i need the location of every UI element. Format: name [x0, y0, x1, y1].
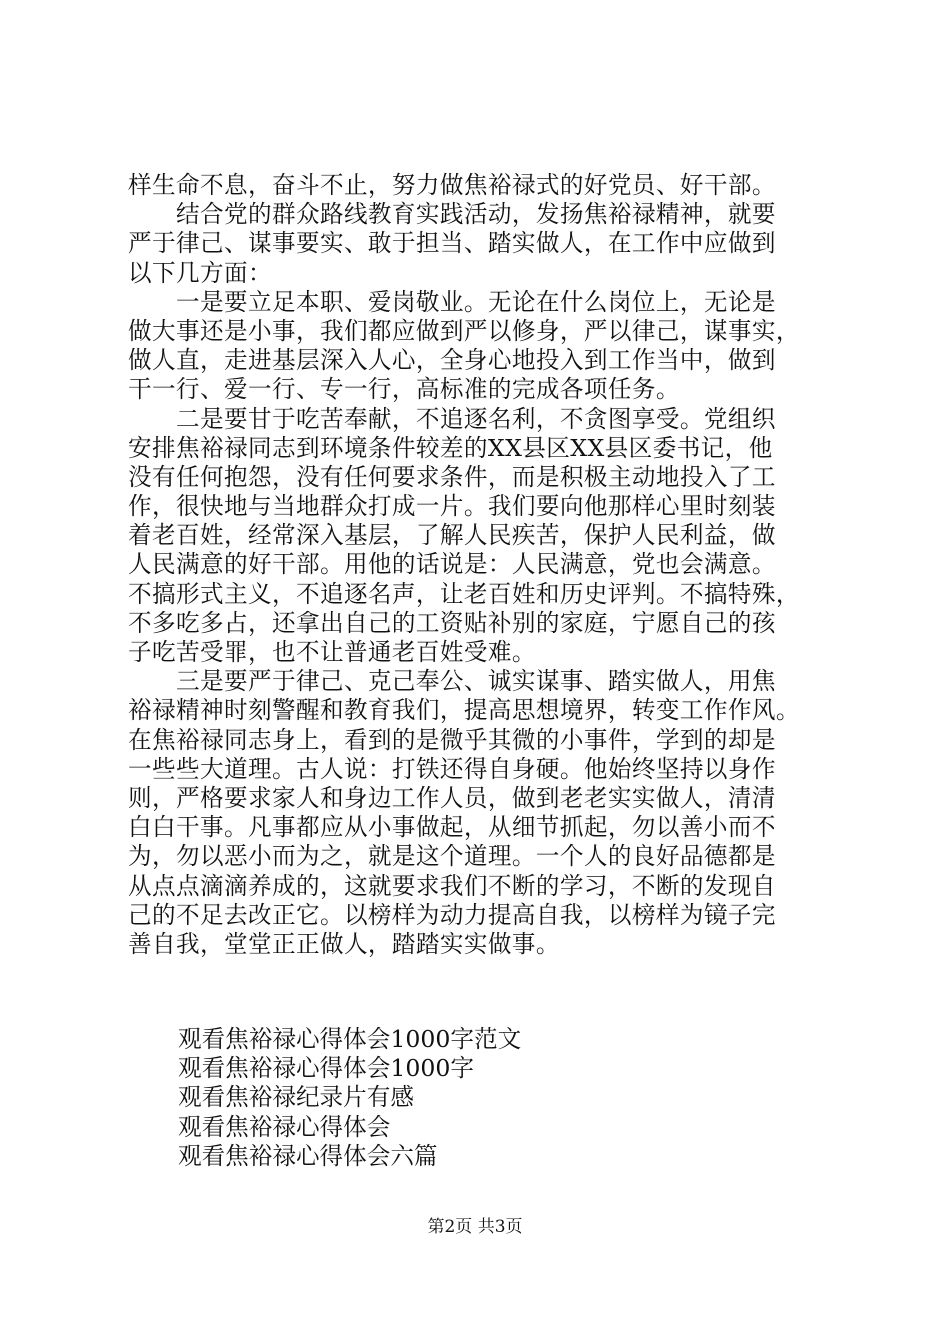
body-text	[128, 171, 848, 959]
text-line: 三是要严于律己、克己奉公、诚实谋事、踏实做人，用焦	[128, 667, 776, 696]
text-line: 以下几方面：	[128, 258, 272, 287]
text-line: 子吃苦受罪，也不让普通老百姓受难。	[128, 638, 536, 666]
text-line: 着老百姓，经常深入基层，了解人民疾苦，保护人民利益，做	[128, 521, 776, 550]
text-line: 己的不足去改正它。以榜样为动力提高自我，以榜样为镜子完	[128, 900, 776, 929]
related-titles-list	[178, 1025, 778, 1171]
text-line: 裕禄精神时刻警醒和教育我们，提高思想境界，转变工作作风。	[128, 696, 800, 725]
related-title-item: 观看焦裕禄心得体会1000字范文	[178, 1025, 522, 1053]
text-line: 没有任何抱怨，没有任何要求条件，而是积极主动地投入了工	[128, 462, 776, 491]
text-line: 善自我，堂堂正正做人，踏踏实实做事。	[128, 929, 560, 958]
text-line: 结合党的群众路线教育实践活动，发扬焦裕禄精神，就要	[128, 200, 776, 229]
page-footer: 第2页 共3页	[427, 1217, 523, 1237]
text-line: 严于律己、谋事要实、敢于担当、踏实做人，在工作中应做到	[128, 229, 776, 258]
text-line: 安排焦裕禄同志到环境条件较差的XX县区XX县区委书记，他	[128, 433, 773, 462]
text-line: 为，勿以恶小而为之，就是这个道理。一个人的良好品德都是	[128, 842, 776, 871]
text-line: 干一行、爱一行、专一行，高标准的完成各项任务。	[128, 375, 680, 404]
text-line: 不多吃多占，还拿出自己的工资贴补别的家庭，宁愿自己的孩	[128, 608, 776, 637]
related-title-item: 观看焦裕禄纪录片有感	[178, 1083, 414, 1112]
text-line: 不搞形式主义，不追逐名声，让老百姓和历史评判。不搞特殊，	[128, 579, 800, 608]
related-title-item: 观看焦裕禄心得体会	[178, 1112, 391, 1141]
text-line: 作，很快地与当地群众打成一片。我们要向他那样心里时刻装	[128, 492, 776, 521]
related-title-item: 观看焦裕禄心得体会六篇	[178, 1141, 438, 1170]
text-line: 人民满意的好干部。用他的话说是：人民满意，党也会满意。	[128, 550, 776, 579]
text-line: 在焦裕禄同志身上，看到的是微乎其微的小事件，学到的却是	[128, 725, 776, 754]
text-line: 样生命不息，奋斗不止，努力做焦裕禄式的好党员、好干部。	[128, 171, 776, 199]
text-line: 二是要甘于吃苦奉献，不追逐名利，不贪图享受。党组织	[128, 404, 776, 433]
text-line: 做大事还是小事，我们都应做到严以修身，严以律己，谋事实，	[128, 316, 800, 345]
text-line: 做人直，走进基层深入人心，全身心地投入到工作当中，做到	[128, 346, 776, 375]
text-line: 则，严格要求家人和身边工作人员，做到老老实实做人，清清	[128, 783, 776, 812]
text-line: 一些些大道理。古人说：打铁还得自身硬。他始终坚持以身作	[128, 754, 776, 783]
text-line: 从点点滴滴养成的，这就要求我们不断的学习，不断的发现自	[128, 871, 776, 900]
related-title-item: 观看焦裕禄心得体会1000字	[178, 1054, 474, 1083]
text-line: 白白干事。凡事都应从小事做起，从细节抓起，勿以善小而不	[128, 813, 776, 842]
text-line: 一是要立足本职、爱岗敬业。无论在什么岗位上，无论是	[128, 287, 776, 316]
